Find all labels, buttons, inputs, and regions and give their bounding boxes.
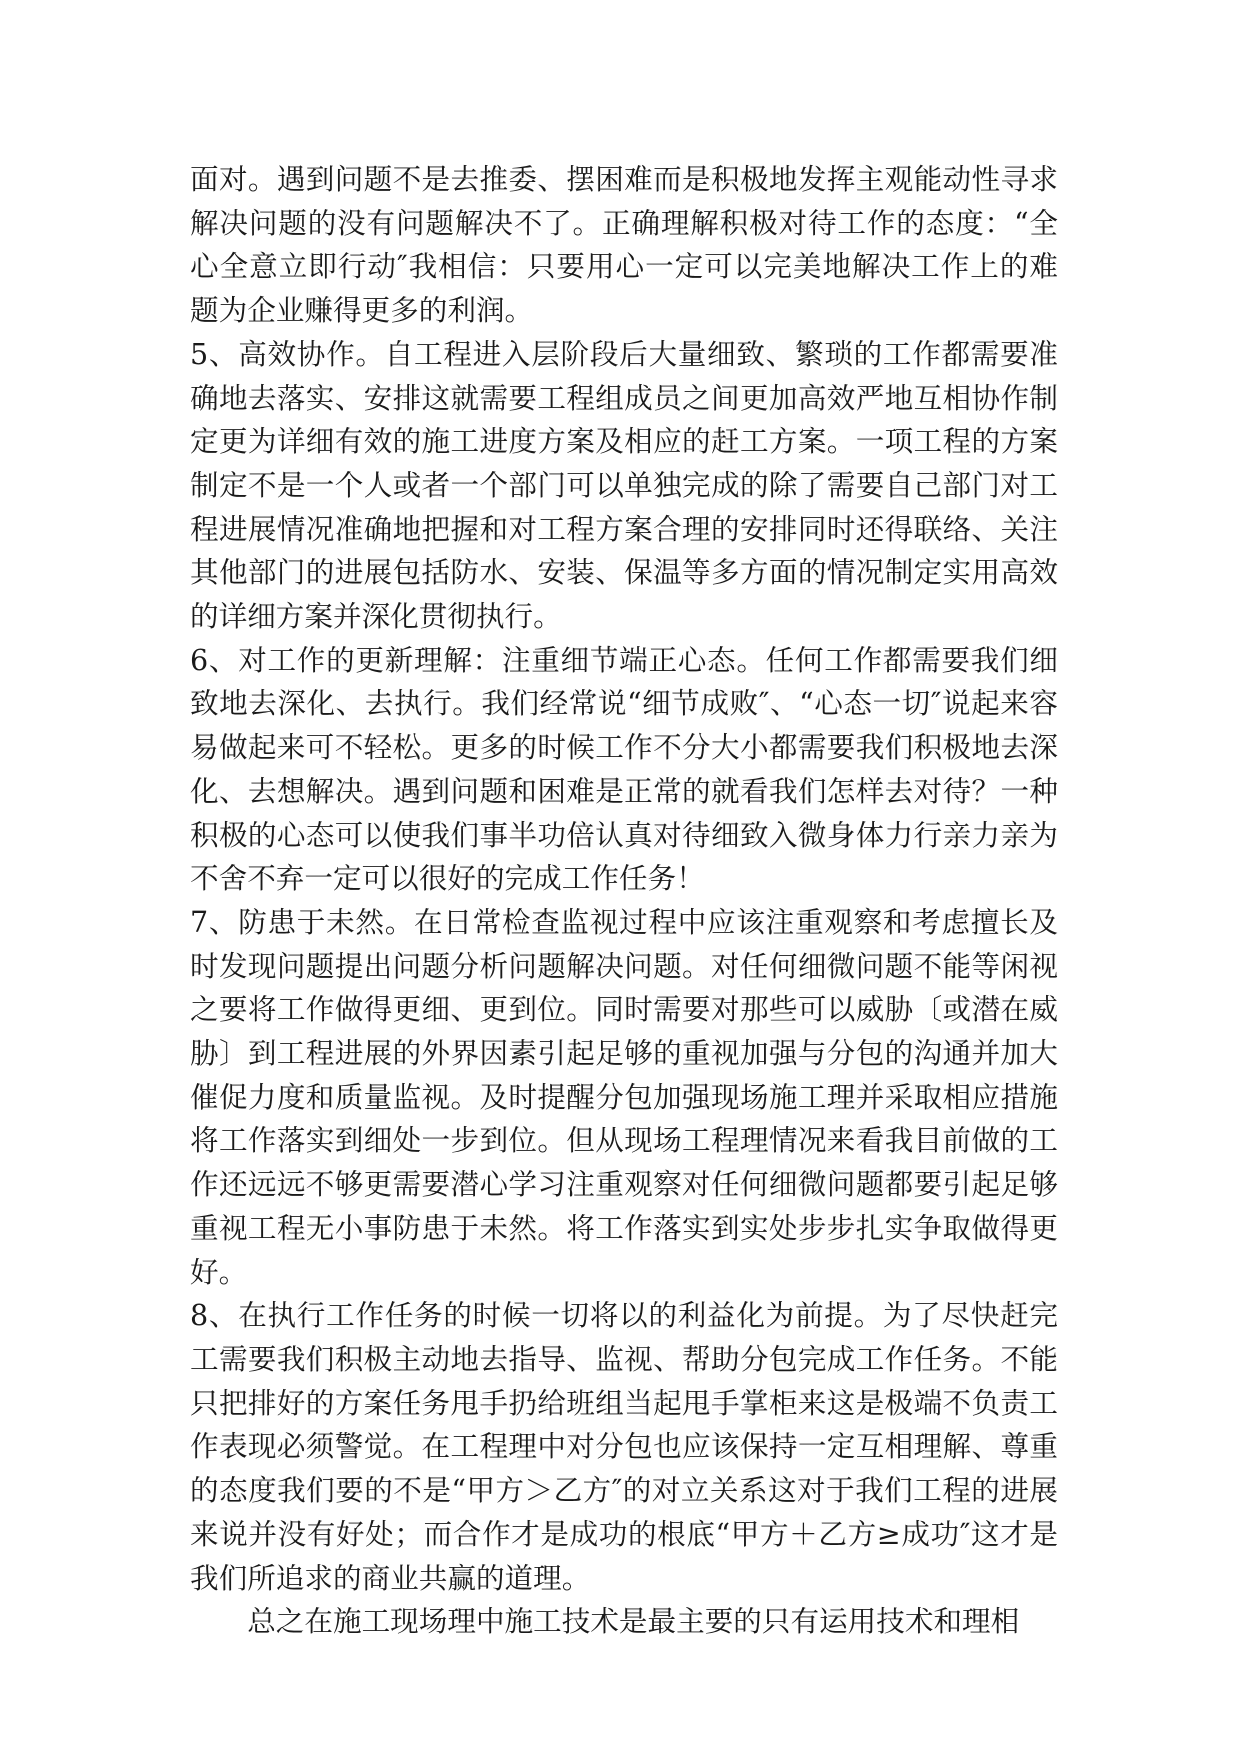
paragraph-item-7: 7、防患于未然。在日常检查监视过程中应该注重观察和考虑擅长及时发现问题提出问题分析问题解决问题。对任何细微问题不能等闲视之要将工作做得更细、更到位。同时需要对那些可以威胁〔或潜在威胁〕到工程进展的外界因素引起足够的重视加强与分包的沟通并加大催促力度和质量监视。及时提醒分包加强现场施工理并采取相应措施将工作落实到细处一步到位。但从现场工程理情况来看我目前做的工作还远远不够更需要潜心学习注重观察对任何细微问题都要引起足够重视工程无小事防患于未然。将工作落实到实处步步扎实争取做得更好。 bbox=[190, 904, 1058, 1289]
paragraph-item-5: 5、高效协作。自工程进入层阶段后大量细致、繁琐的工作都需要准确地去落实、安排这就需要工程组成员之间更加高效严地互相协作制定更为详细有效的施工进度方案及相应的赶工方案。一项工程的方案制定不是一个人或者一个部门可以单独完成的除了需要自己部门对工程进展情况准确地把握和对工程方案合理的安排同时还得联络、关注其他部门的进展包括防水、安装、保温等多方面的情况制定实用高效的详细方案并深化贯彻执行。 bbox=[190, 336, 1058, 634]
paragraph-continuation: 面对。遇到问题不是去推委、摆困难而是积极地发挥主观能动性寻求解决问题的没有问题解决不了。正确理解积极对待工作的态度：“全心全意立即行动″我相信：只要用心一定可以完美地解决工作上的难题为企业赚得更多的利润。 bbox=[190, 162, 1058, 328]
document-body bbox=[190, 158, 1058, 1644]
paragraph-summary: 总之在施工现场理中施工技术是最主要的只有运用技术和理相 bbox=[247, 1604, 1020, 1639]
paragraph-item-8: 8、在执行工作任务的时候一切将以的利益化为前提。为了尽快赶完工需要我们积极主动地去指导、监视、帮助分包完成工作任务。不能只把排好的方案任务甩手扔给班组当起甩手掌柜来这是极端不负责工作表现必须警觉。在工程理中对分包也应该保持一定互相理解、尊重的态度我们要的不是“甲方＞乙方″的对立关系这对于我们工程的进展来说并没有好处；而合作才是成功的根底“甲方＋乙方≥成功″这才是我们所追求的商业共赢的道理。 bbox=[190, 1298, 1058, 1595]
paragraph-item-6: 6、对工作的更新理解：注重细节端正心态。任何工作都需要我们细致地去深化、去执行。我们经常说“细节成败″、“心态一切″说起来容易做起来可不轻松。更多的时候工作不分大小都需要我们积极地去深化、去想解决。遇到问题和困难是正常的就看我们怎样去对待？一种积极的心态可以使我们事半功倍认真对待细致入微身体力行亲力亲为不舍不弃一定可以很好的完成工作任务！ bbox=[190, 642, 1058, 896]
